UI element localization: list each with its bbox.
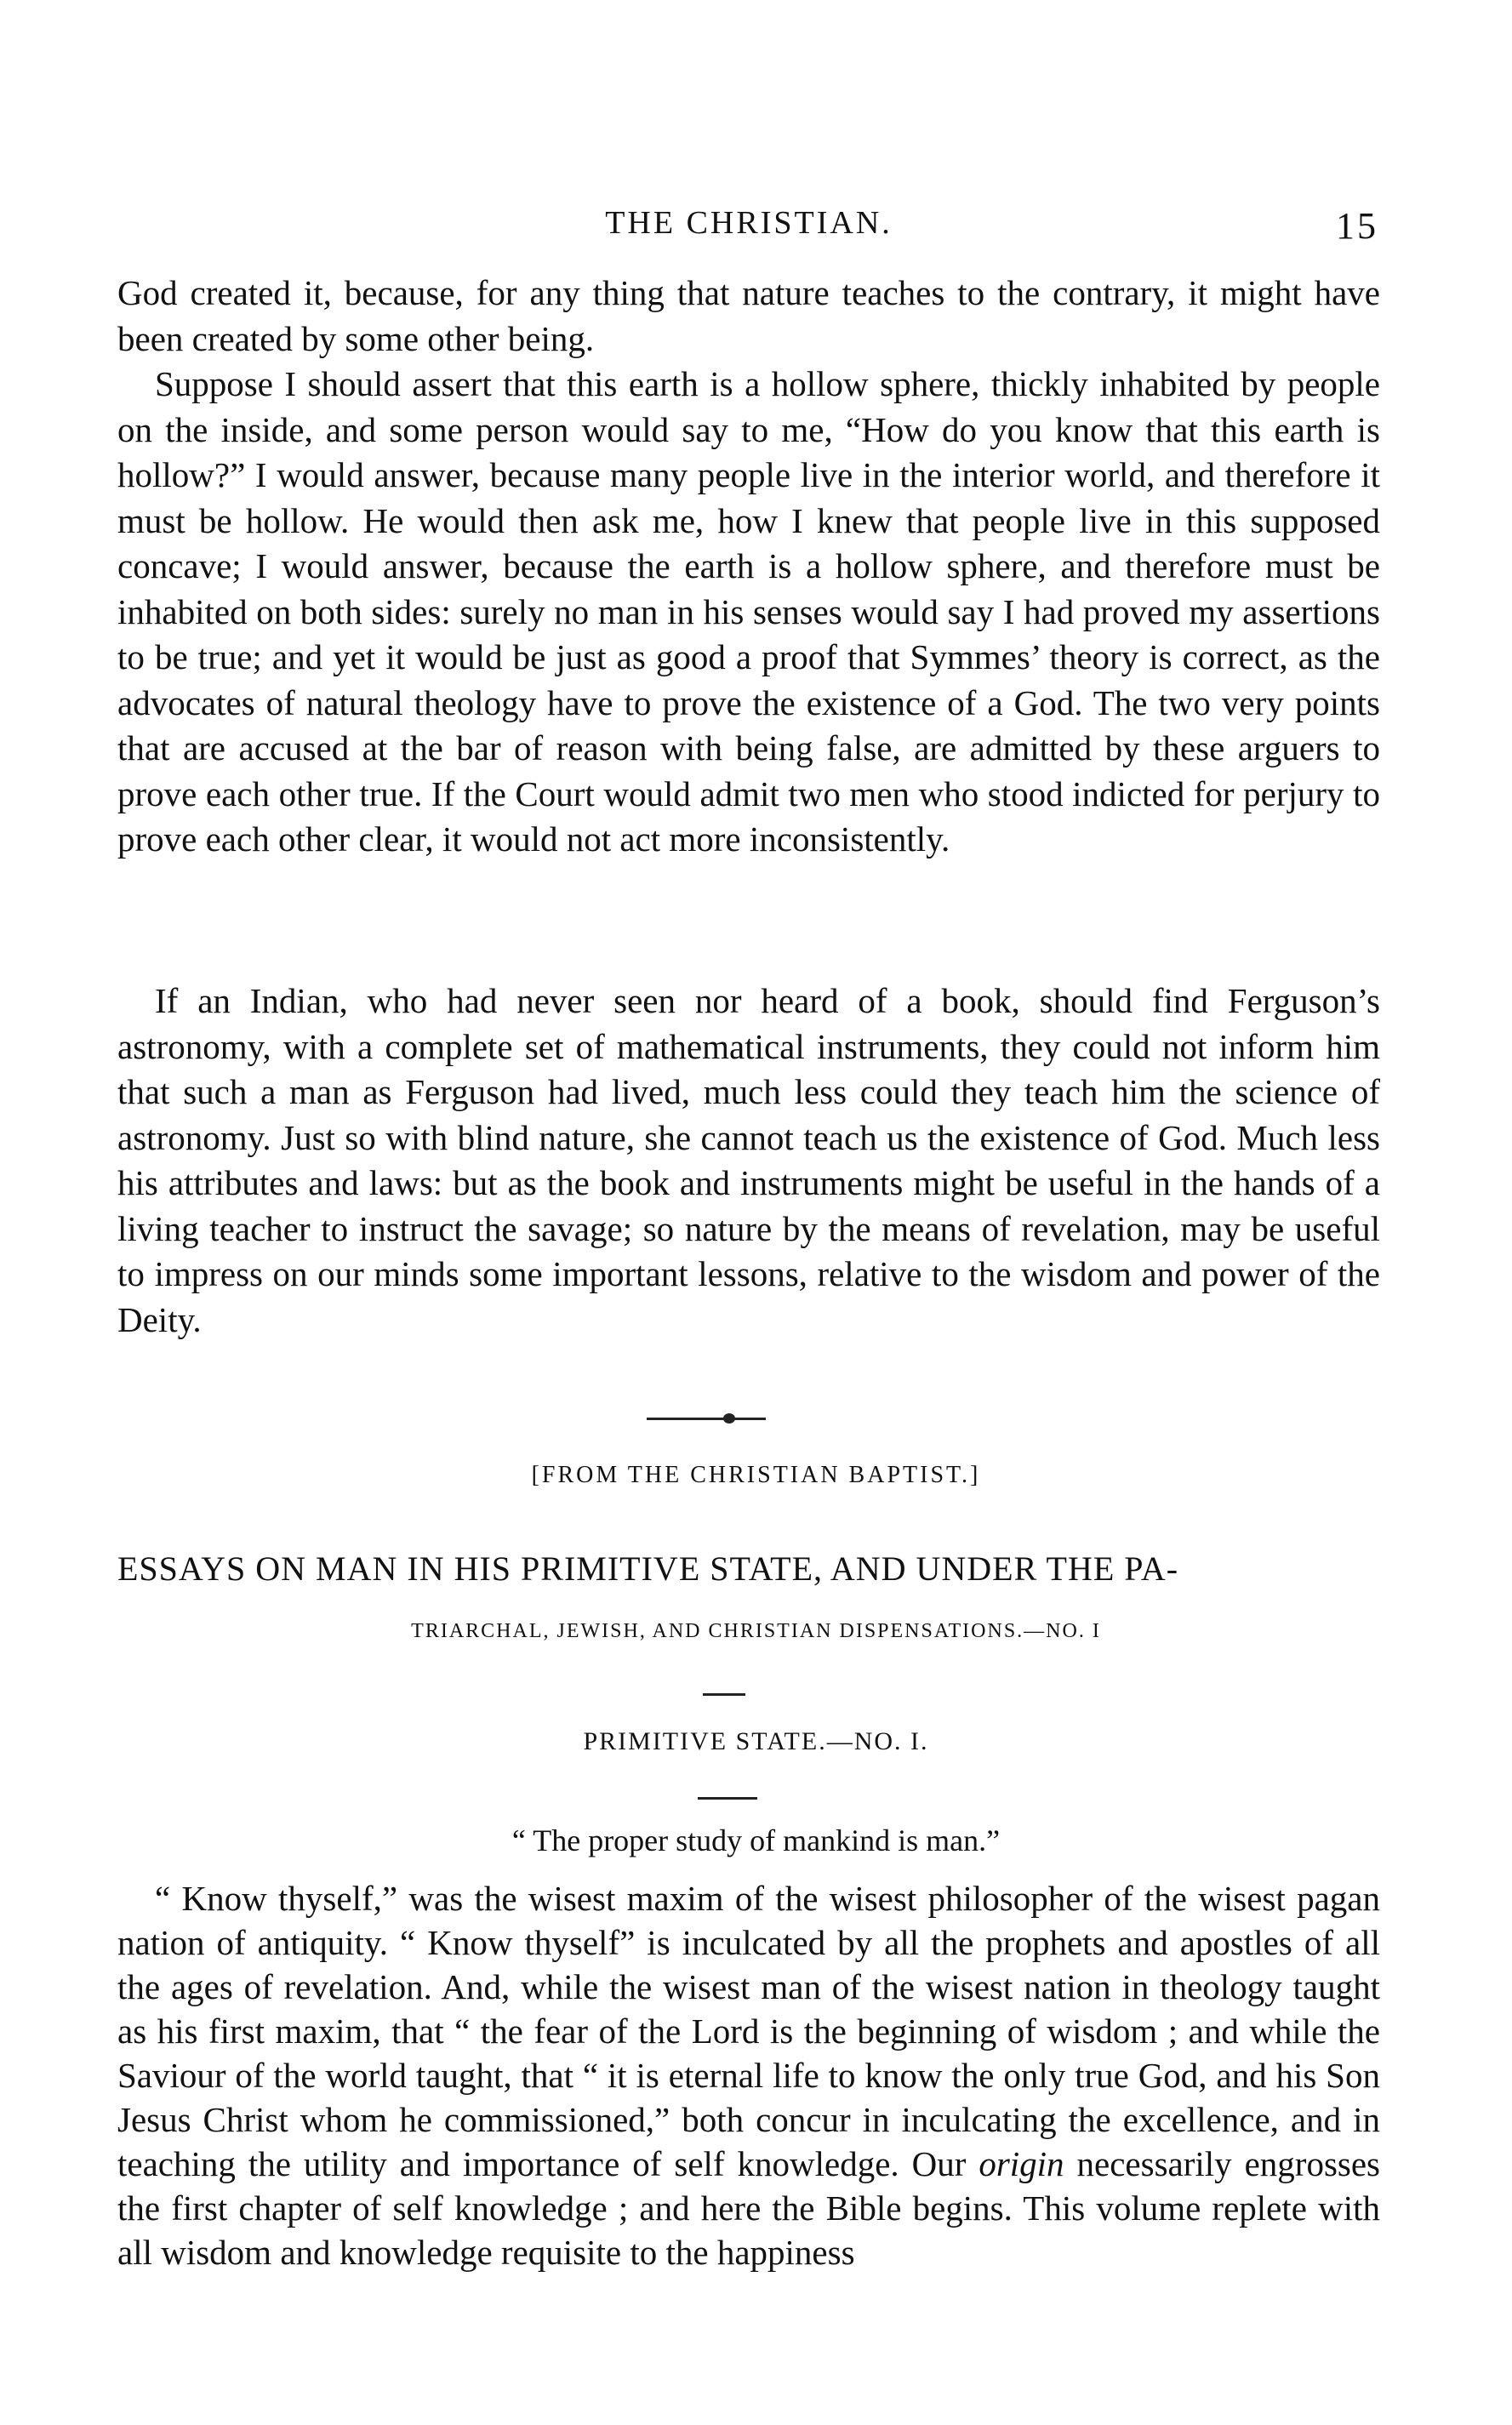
short-rule — [703, 1693, 745, 1696]
page-number: 15 — [1336, 205, 1378, 247]
epigraph: “ The proper study of mankind is man.” — [511, 1823, 1001, 1857]
text-block-continued — [117, 271, 1380, 863]
essay-text-part: “ Know thyself,” was the wisest maxim of the wisest philosopher of the wisest pagan nation of antiquity. “ Know thyself” is inculcated by all the prophets and apostles of all the ages of revelation. And, while the wisest man of the wisest nation in theology taught as his first maxim, that “ the fear of the Lord is the beginning of wisdom ; and while the Saviour of the world taught, that “ it is eternal life to know the only true God, and his Son Jesus Christ whom he commissioned,” both concur in inculcating the excellence, and in teaching the utility and importance of self knowledge. Our — [117, 1879, 1380, 2183]
ornament-dot — [723, 1413, 735, 1424]
paragraph: God created it, because, for any thing that nature teaches to the contrary, it might have been created by some other being. — [117, 273, 1380, 358]
paragraph: Suppose I should assert that this earth is a hollow sphere, thickly inhabited by people on the inside, and some person would say to me, “How do you know that this earth is hollow?” I would answer, because many people live in the interior world, and therefore it must be hollow. He would then ask me, how I knew that people live in this supposed concave; I would answer, because the earth is a hollow sphere, and therefore must be inhabited on both sides: surely no man in his senses would say I had proved my assertions to be true; and yet it would be just as good a proof that Symmes’ theory is correct, as the advocates of natural theology have to prove the existence of a God. The two very points that are accused at the bar of reason with being false, are admitted by these arguers to prove each other true. If the Court would admit two men who stood indicted for perjury to prove each other clear, it would not act more inconsistently. — [117, 364, 1380, 859]
essay-title: ESSAYS ON MAN IN HIS PRIMITIVE STATE, AND UNDER THE PA- — [117, 1549, 1179, 1588]
emphasis-word: origin — [979, 2144, 1064, 2183]
text-block-indian — [117, 979, 1380, 1343]
page-header — [119, 204, 1378, 255]
essay-text-part: necessarily engrosses the first chapter of self knowledge ; and here the Bible begins. This volume replete with all wisdom and knowledge requisite to the happiness — [117, 2144, 1381, 2272]
source-note: [FROM THE CHRISTIAN BAPTIST.] — [531, 1462, 981, 1488]
paragraph — [117, 1876, 1380, 2274]
essay-subtitle: TRIARCHAL, JEWISH, AND CHRISTIAN DISPENSATIONS.—NO. I — [411, 1620, 1101, 1642]
running-head: THE CHRISTIAN. — [605, 205, 893, 241]
short-rule — [698, 1797, 757, 1800]
paragraph: If an Indian, who had never seen nor heard of a book, should find Ferguson’s astronomy, with a complete set of mathematical instruments, they could not inform him that such a man as Ferguson had lived, much less could they teach him the science of astronomy. Just so with blind nature, she cannot teach us the existence of God. Much less his attributes and laws: but as the book and instruments might be useful in the hands of a living teacher to instruct the savage; so nature by the means of revelation, may be useful to impress on our minds some important lessons, relative to the wisdom and power of the Deity. — [117, 981, 1380, 1339]
ornament-divider — [647, 1418, 766, 1420]
section-heading: PRIMITIVE STATE.—NO. I. — [583, 1727, 929, 1755]
essay-body — [117, 1876, 1380, 2274]
